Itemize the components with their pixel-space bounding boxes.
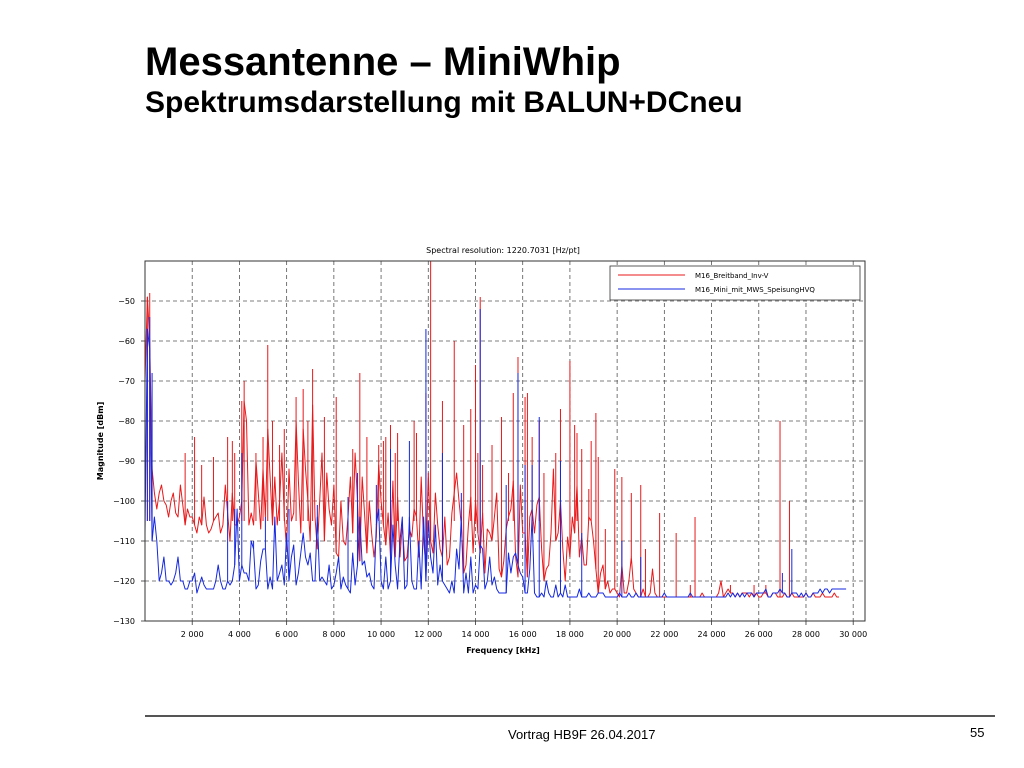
footer-divider	[145, 715, 995, 717]
series-blue	[145, 309, 846, 597]
y-tick-label: −110	[113, 537, 135, 546]
x-tick-label: 22 000	[650, 630, 679, 639]
spectrum-chart	[90, 236, 890, 661]
y-tick-label: −130	[113, 617, 135, 626]
y-axis-label: Magnitude [dBm]	[96, 401, 105, 481]
chart-title: Spectral resolution: 1220.7031 [Hz/pt]	[426, 246, 580, 255]
y-tick-label: −90	[118, 457, 135, 466]
legend	[610, 266, 860, 300]
legend-red-label: M16_Breitband_Inv-V	[695, 272, 769, 280]
x-tick-label: 20 000	[603, 630, 632, 639]
y-tick-label: −80	[118, 417, 135, 426]
slide-title	[145, 42, 743, 118]
x-tick-label: 26 000	[744, 630, 773, 639]
x-tick-labels	[181, 621, 867, 639]
series-red	[145, 261, 839, 597]
y-tick-labels	[113, 297, 145, 626]
slide-title-main: Messantenne – MiniWhip	[145, 40, 621, 84]
x-tick-label: 30 000	[839, 630, 868, 639]
x-tick-label: 18 000	[555, 630, 584, 639]
x-axis-label: Frequency [kHz]	[466, 646, 540, 655]
plot-frame	[145, 261, 865, 621]
x-tick-label: 16 000	[508, 630, 537, 639]
series-line	[145, 329, 846, 597]
x-tick-label: 10 000	[367, 630, 396, 639]
slide-subtitle: Spektrumsdarstellung mit BALUN+DCneu	[145, 86, 743, 119]
x-tick-label: 12 000	[414, 630, 443, 639]
x-tick-label: 24 000	[697, 630, 726, 639]
y-tick-label: −70	[118, 377, 135, 386]
y-tick-label: −100	[113, 497, 135, 506]
series-layer	[145, 261, 846, 597]
x-tick-label: 14 000	[461, 630, 490, 639]
x-tick-label: 28 000	[791, 630, 820, 639]
page-number: 55	[970, 725, 985, 740]
x-tick-label: 6 000	[275, 630, 299, 639]
legend-blue-label: M16_Mini_mit_MWS_SpeisungHVQ	[695, 286, 815, 294]
x-tick-label: 8 000	[322, 630, 346, 639]
footer-text: Vortrag HB9F 26.04.2017	[508, 727, 656, 742]
x-tick-label: 4 000	[227, 630, 251, 639]
x-tick-label: 2 000	[180, 630, 204, 639]
y-tick-label: −60	[118, 337, 135, 346]
y-tick-label: −120	[113, 577, 135, 586]
grid-lines	[145, 261, 865, 621]
y-tick-label: −50	[118, 297, 135, 306]
